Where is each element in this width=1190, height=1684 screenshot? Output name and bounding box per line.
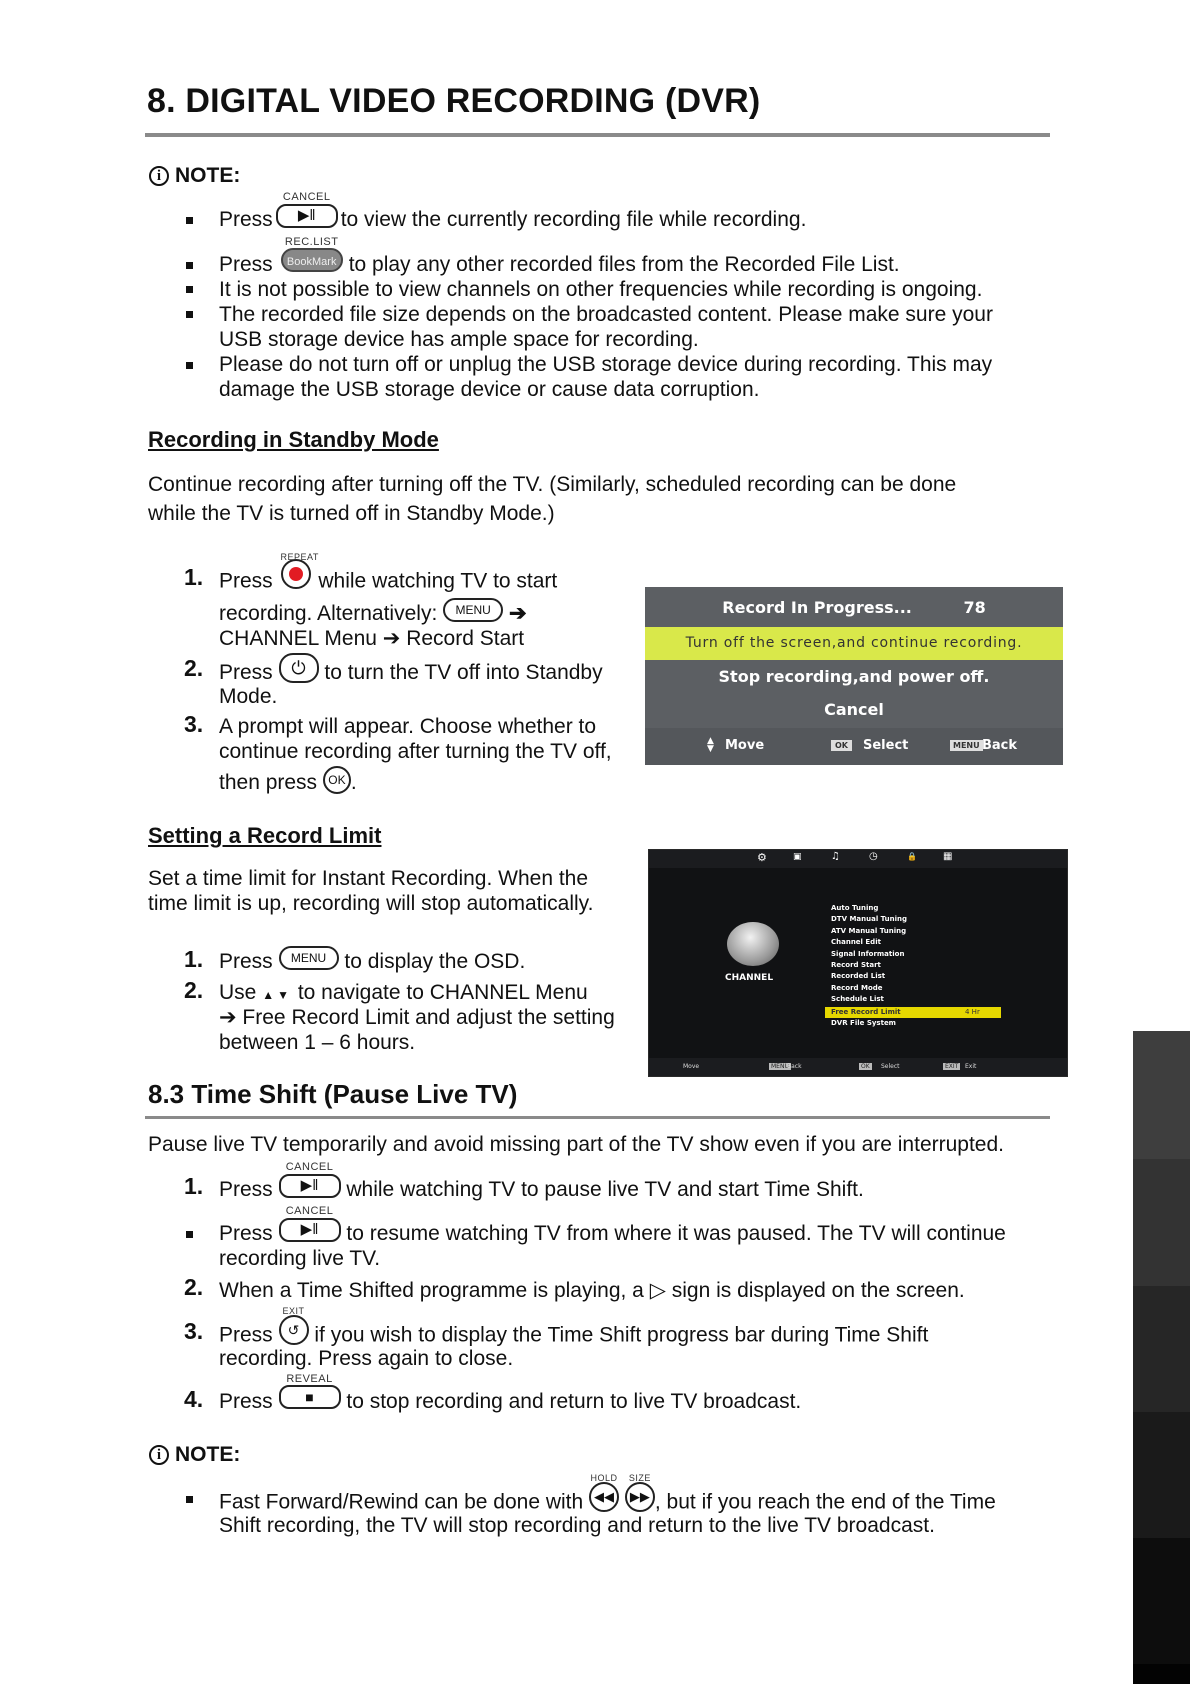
step-text: Press CANCEL ▶‖ while watching TV to pause live TV and start Time Shift.: [219, 1161, 864, 1202]
osd-option-stop[interactable]: Stop recording,and power off.: [718, 667, 990, 686]
step-text: Press ⏻ to turn the TV off into Standby: [219, 658, 603, 688]
step-text: When a Time Shifted programme is playing, a ▷ sign is displayed on the screen.: [219, 1279, 965, 1302]
side-tab-segment: [1133, 1538, 1190, 1664]
play-pause-button-icon: CANCEL ▶‖: [279, 1215, 341, 1242]
menu-item[interactable]: Schedule List: [831, 995, 884, 1003]
note-heading: [149, 1443, 240, 1467]
note-item: It is not possible to view channels on other frequencies while recording is ongoing.: [219, 278, 983, 301]
osd-countdown: 78: [963, 598, 986, 617]
osd-option-continue[interactable]: Turn off the screen,and continue recording.: [645, 627, 1063, 660]
step-text: then press OK .: [219, 770, 357, 799]
power-button-icon: ⏻: [279, 653, 319, 683]
step-text: Press EXIT ↺ if you wish to display the Time Shift progress bar during Time Shift: [219, 1306, 929, 1347]
step-text: between 1 – 6 hours.: [219, 1031, 416, 1054]
ok-key-icon: OK: [831, 740, 852, 751]
menu-item[interactable]: ATV Manual Tuning: [831, 927, 907, 935]
step-text: ➔ Free Record Limit and adjust the setting: [219, 1006, 615, 1029]
step-number: 1.: [184, 1173, 204, 1199]
menu-item[interactable]: DVR File System: [831, 1019, 896, 1027]
exit-button-icon: EXIT ↺: [279, 1315, 309, 1345]
menu-item[interactable]: Record Mode: [831, 984, 883, 992]
side-tab-segment: [1133, 1031, 1190, 1159]
osd-option-cancel[interactable]: Cancel: [824, 700, 884, 719]
lock-tab-icon[interactable]: 🔒: [907, 852, 917, 861]
free-record-limit-value: 4 Hr: [965, 1008, 980, 1016]
fast-forward-button-icon: SIZE ▶▶: [625, 1482, 655, 1512]
note-item: Press CANCEL ▶‖ to view the currently recording file while recording.: [219, 191, 807, 232]
step-text: Mode.: [219, 685, 278, 708]
play-sign-icon: ▷: [649, 1279, 666, 1302]
step-number: 2.: [184, 1274, 204, 1300]
step-text: Use ▲▼ to navigate to CHANNEL Menu: [219, 981, 588, 1004]
limit-intro: Set a time limit for Instant Recording. When the time limit is up, recording will stop automatically.: [148, 867, 594, 915]
bullet: [186, 362, 193, 369]
step-text: Press REVEAL ■ to stop recording and return to live TV broadcast.: [219, 1373, 802, 1413]
sound-tab-icon[interactable]: ♫: [831, 851, 840, 862]
menu-item[interactable]: DTV Manual Tuning: [831, 915, 908, 923]
step-text: Press REPEAT while watching TV to start: [219, 552, 558, 593]
side-tab-segment: [1133, 1664, 1190, 1684]
step-text: recording. Alternatively: MENU ➔: [219, 601, 527, 628]
play-pause-button-icon: CANCEL ▶‖: [279, 1171, 341, 1198]
bullet: [186, 311, 193, 318]
note-label: NOTE:: [175, 164, 241, 187]
move-hint: Move: [683, 1063, 700, 1070]
ok-key-icon: OK: [861, 1063, 870, 1070]
bullet: [186, 262, 193, 269]
info-icon: i: [149, 166, 169, 186]
bullet: [186, 217, 193, 224]
step-text: CHANNEL Menu ➔ Record Start: [219, 627, 525, 650]
section-heading-record-limit: Setting a Record Limit: [148, 823, 382, 848]
side-tab-segment: [1133, 1412, 1190, 1538]
step-number: 3.: [184, 1318, 204, 1344]
arrow-right-icon: ➔: [508, 602, 527, 625]
menu-key-icon: MENU: [950, 740, 983, 751]
step-number: 1.: [184, 564, 204, 590]
ok-button-icon: OK: [323, 766, 351, 794]
note-item: Please do not turn off or unplug the USB storage device during recording. This may damage the USB storage device or cause data corruption.: [219, 353, 993, 401]
step-text: recording live TV.: [219, 1247, 381, 1270]
step-text: Press CANCEL ▶‖ to resume watching TV from where it was paused. The TV will continue: [219, 1205, 1006, 1246]
side-tab-segment: [1133, 1159, 1190, 1286]
press-word: Press: [219, 208, 273, 232]
step-text: Press MENU to display the OSD.: [219, 949, 525, 976]
osd-title: Record In Progress... 78: [722, 598, 986, 617]
menu-button-icon: MENU: [443, 598, 503, 622]
menu-key-icon: MENU: [771, 1063, 789, 1070]
time-tab-icon[interactable]: ◷: [869, 851, 878, 862]
menu-button-icon: MENU: [279, 946, 339, 970]
up-down-arrow-icon: ▲▼: [262, 988, 292, 1002]
satellite-dish-icon: [727, 922, 779, 966]
section-heading-time-shift: 8.3 Time Shift (Pause Live TV): [148, 1079, 518, 1109]
channel-label: CHANNEL: [725, 973, 774, 983]
note-item: Fast Forward/Rewind can be done with HOLD ◀◀ SIZE ▶▶ , but if you reach the end of the Time: [219, 1473, 996, 1514]
note-heading: [149, 164, 240, 188]
menu-item[interactable]: Auto Tuning: [831, 904, 879, 912]
step-number: 2.: [184, 655, 204, 681]
bullet: [186, 1496, 193, 1503]
page-title: 8. DIGITAL VIDEO RECORDING (DVR): [147, 82, 761, 120]
bookmark-button-icon: REC.LIST BookMark: [281, 246, 343, 272]
osd-footer: ▲ ▼ Move OK Select MENU Back: [645, 728, 1063, 765]
menu-item[interactable]: Channel Edit: [831, 938, 881, 946]
step-number: 2.: [184, 977, 204, 1003]
menu-item[interactable]: Recorded List: [831, 972, 886, 980]
timeshift-intro: Pause live TV temporarily and avoid missing part of the TV show even if you are interrupted.: [148, 1133, 1004, 1156]
note-label: NOTE:: [175, 1443, 241, 1466]
step-number: 3.: [184, 711, 204, 737]
step-text: recording. Press again to close.: [219, 1347, 514, 1370]
bullet: [186, 286, 193, 293]
exit-key-icon: EXIT: [945, 1063, 959, 1070]
rewind-button-icon: HOLD ◀◀: [589, 1482, 619, 1512]
menu-tab-bar: [649, 850, 1067, 868]
record-button-icon: REPEAT: [281, 559, 311, 589]
up-down-arrows-icon: ▲ ▼: [707, 736, 714, 754]
note-item: Shift recording, the TV will stop recording and return to the live TV broadcast.: [219, 1514, 935, 1537]
step-text: A prompt will appear. Choose whether to: [219, 715, 597, 738]
menu-item-selected[interactable]: Free Record Limit: [831, 1008, 901, 1016]
step-number: 4.: [184, 1386, 204, 1412]
step-number: 1.: [184, 946, 204, 972]
stop-button-icon: REVEAL ■: [279, 1383, 341, 1409]
note-item: The recorded file size depends on the broadcasted content. Please make sure your USB storage device has ample space for recording.: [219, 303, 993, 351]
record-prompt-screenshot: [645, 587, 1063, 765]
apps-tab-icon[interactable]: ▦: [943, 851, 953, 862]
settings-tab-icon[interactable]: ⚙: [757, 851, 767, 864]
channel-menu-screenshot: [648, 849, 1068, 1077]
info-icon: i: [149, 1445, 169, 1465]
play-pause-button-icon: CANCEL ▶‖: [276, 201, 338, 228]
side-tab-segment: [1133, 1286, 1190, 1412]
section-divider: [145, 1116, 1050, 1119]
step-text: continue recording after turning the TV off,: [219, 740, 612, 763]
menu-item[interactable]: Signal Information: [831, 950, 905, 958]
standby-intro: Continue recording after turning off the TV. (Similarly, scheduled recording can be done while the TV is turned off in Standby Mode.): [148, 473, 957, 525]
menu-item[interactable]: Record Start: [831, 961, 881, 969]
bullet: [186, 1231, 193, 1238]
menu-footer: Move MENU Back OK Select EXIT Exit: [649, 1058, 1067, 1076]
section-heading-standby: Recording in Standby Mode: [148, 427, 439, 452]
title-divider: [145, 133, 1050, 137]
picture-tab-icon[interactable]: ▣: [793, 852, 802, 862]
note-item: Press REC.LIST BookMark to play any other recorded files from the Recorded File List.: [219, 236, 900, 276]
